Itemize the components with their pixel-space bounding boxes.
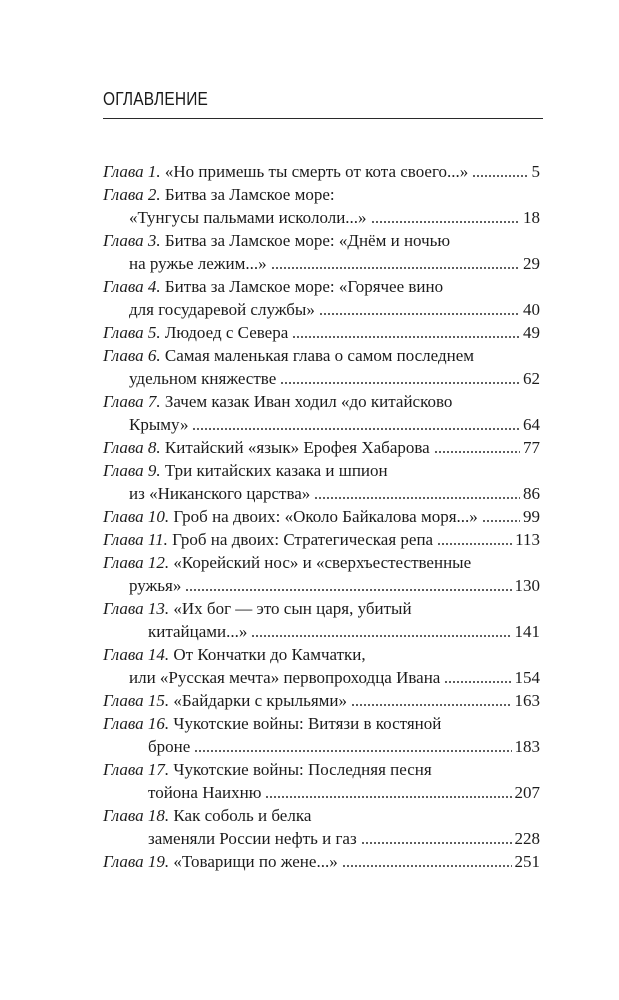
chapter-label: Глава 6. [103,346,161,365]
chapter-label: Глава 14. [103,645,170,664]
toc-line [103,758,540,781]
dot-leader [342,850,512,873]
toc-line [103,229,540,252]
page-number: 163 [514,691,540,710]
toc-line [103,735,540,758]
toc-line [103,252,540,275]
chapter-title: Чукотские войны: Последняя песня [173,760,432,779]
chapter-label: Глава 10. [103,507,170,526]
chapter-label: Глава 13. [103,599,170,618]
dot-leader [271,252,520,275]
toc-line [103,528,540,551]
page-number: 207 [514,783,540,802]
chapter-title: От Кончатки до Камчатки, [173,645,366,664]
toc-line [103,459,540,482]
chapter-title-continued: ружья» [129,576,182,595]
page-number: 86 [523,484,540,503]
chapter-title: Самая маленькая глава о самом последнем [164,346,475,365]
toc-entry [103,436,540,459]
toc-entry [103,229,540,275]
dot-leader [319,298,520,321]
toc-line [103,321,540,344]
chapter-title: Китайский «язык» Ерофея Хабарова [164,438,430,457]
chapter-heading [103,643,366,666]
toc-line [103,689,540,712]
toc-line [103,160,540,183]
dot-leader [361,827,512,850]
table-of-contents [103,160,540,873]
chapter-title: Три китайских казака и шпион [164,461,388,480]
chapter-title-continued: «Тунгусы пальмами искололи...» [129,208,367,227]
chapter-title: «Но примешь ты смерть от кота своего...» [164,162,469,181]
page-number: 64 [523,415,540,434]
toc-entry [103,597,540,643]
chapter-title: Чукотские войны: Витязи в костяной [173,714,442,733]
toc-entry [103,850,540,873]
page-number: 251 [514,852,540,871]
chapter-label: Глава 19. [103,852,170,871]
chapter-heading [103,804,311,827]
page-number: 141 [514,622,540,641]
chapter-heading [103,689,347,712]
chapter-heading [103,183,335,206]
chapter-title: «Байдарки с крыльями» [173,691,348,710]
chapter-heading [103,390,452,413]
dot-leader [434,436,520,459]
chapter-title: Гроб на двоих: Стратегическая репа [172,530,434,549]
chapter-title-continued: для государевой службы» [129,300,315,319]
toc-entry [103,505,540,528]
chapter-heading [103,505,478,528]
chapter-title: «Их бог — это сын царя, убитый [173,599,412,618]
toc-entry [103,321,540,344]
dot-leader [314,482,520,505]
toc-entry [103,160,540,183]
dot-leader [292,321,520,344]
chapter-label: Глава 16. [103,714,170,733]
dot-leader [371,206,520,229]
chapter-title: Зачем казак Иван ходил «до китайсково [164,392,453,411]
toc-line [103,574,540,597]
toc-line [103,275,540,298]
chapter-heading [103,321,288,344]
chapter-title: Как соболь и белка [173,806,312,825]
chapter-label: Глава 7. [103,392,161,411]
dot-leader [444,666,511,689]
chapter-label: Глава 4. [103,277,161,296]
toc-entry [103,344,540,390]
toc-line [103,597,540,620]
dot-leader [280,367,520,390]
chapter-title-continued: заменяли России нефть и газ [148,829,357,848]
toc-line [103,367,540,390]
page-number: 130 [514,576,540,595]
dot-leader [185,574,511,597]
heading-rule [103,118,543,119]
chapter-heading [103,459,388,482]
chapter-heading [103,275,443,298]
chapter-title: Битва за Ламское море: «Днём и ночью [164,231,451,250]
toc-line [103,666,540,689]
page-number: 49 [523,323,540,342]
page-number: 77 [523,438,540,457]
toc-line [103,827,540,850]
chapter-heading [103,528,433,551]
toc-entry [103,183,540,229]
chapter-label: Глава 18. [103,806,170,825]
page-number: 5 [531,162,540,181]
toc-entry [103,459,540,505]
page-number: 228 [514,829,540,848]
chapter-heading [103,597,412,620]
chapter-heading [103,758,432,781]
toc-line [103,850,540,873]
chapter-title: Людоед с Севера [164,323,289,342]
chapter-heading [103,551,471,574]
chapter-label: Глава 11. [103,530,168,549]
toc-line [103,505,540,528]
toc-entry [103,758,540,804]
chapter-title-continued: броне [148,737,191,756]
page-number: 113 [515,530,540,549]
chapter-heading [103,850,338,873]
chapter-label: Глава 1. [103,162,161,181]
toc-line [103,643,540,666]
chapter-label: Глава 8. [103,438,161,457]
toc-entry [103,643,540,689]
toc-entry [103,528,540,551]
chapter-label: Глава 5. [103,323,161,342]
dot-leader [482,505,520,528]
chapter-title-continued: или «Русская мечта» первопроходца Ивана [129,668,441,687]
dot-leader [351,689,511,712]
toc-entry [103,712,540,758]
dot-leader [192,413,520,436]
toc-line [103,551,540,574]
toc-line [103,482,540,505]
chapter-label: Глава 12. [103,553,170,572]
dot-leader [265,781,511,804]
toc-line [103,298,540,321]
dot-leader [194,735,511,758]
chapter-title-continued: на ружье лежим...» [129,254,267,273]
chapter-heading [103,229,450,252]
page-number: 18 [523,208,540,227]
chapter-heading [103,436,430,459]
chapter-title-continued: китайцами...» [148,622,248,641]
toc-entry [103,689,540,712]
chapter-label: Глава 17. [103,760,170,779]
chapter-heading [103,344,474,367]
chapter-label: Глава 3. [103,231,161,250]
toc-line [103,712,540,735]
dot-leader [251,620,511,643]
toc-line [103,344,540,367]
chapter-title: Битва за Ламское море: [164,185,335,204]
page-number: 40 [523,300,540,319]
chapter-title: Гроб на двоих: «Около Байкалова моря...» [173,507,478,526]
toc-line [103,413,540,436]
toc-line [103,781,540,804]
toc-line [103,620,540,643]
chapter-title-continued: удельном княжестве [129,369,277,388]
chapter-title-continued: тойона Наихню [148,783,262,802]
toc-entry [103,390,540,436]
page-number: 62 [523,369,540,388]
page-number: 183 [514,737,540,756]
toc-entry [103,275,540,321]
chapter-label: Глава 2. [103,185,161,204]
toc-entry [103,551,540,597]
toc-line [103,206,540,229]
page-number: 154 [514,668,540,687]
toc-heading: ОГЛАВЛЕНИЕ [103,89,209,109]
chapter-heading [103,712,441,735]
toc-line [103,183,540,206]
page-number: 99 [523,507,540,526]
dot-leader [437,528,512,551]
toc-entry [103,804,540,850]
chapter-heading [103,160,468,183]
page-number: 29 [523,254,540,273]
chapter-label: Глава 9. [103,461,161,480]
toc-line [103,390,540,413]
toc-line [103,804,540,827]
toc-line [103,436,540,459]
chapter-title-continued: из «Никанского царства» [129,484,311,503]
chapter-title-continued: Крыму» [129,415,189,434]
chapter-label: Глава 15. [103,691,170,710]
chapter-title: «Товарищи по жене...» [173,852,338,871]
dot-leader [472,160,528,183]
chapter-title: «Корейский нос» и «сверхъестественные [173,553,472,572]
chapter-title: Битва за Ламское море: «Горячее вино [164,277,444,296]
